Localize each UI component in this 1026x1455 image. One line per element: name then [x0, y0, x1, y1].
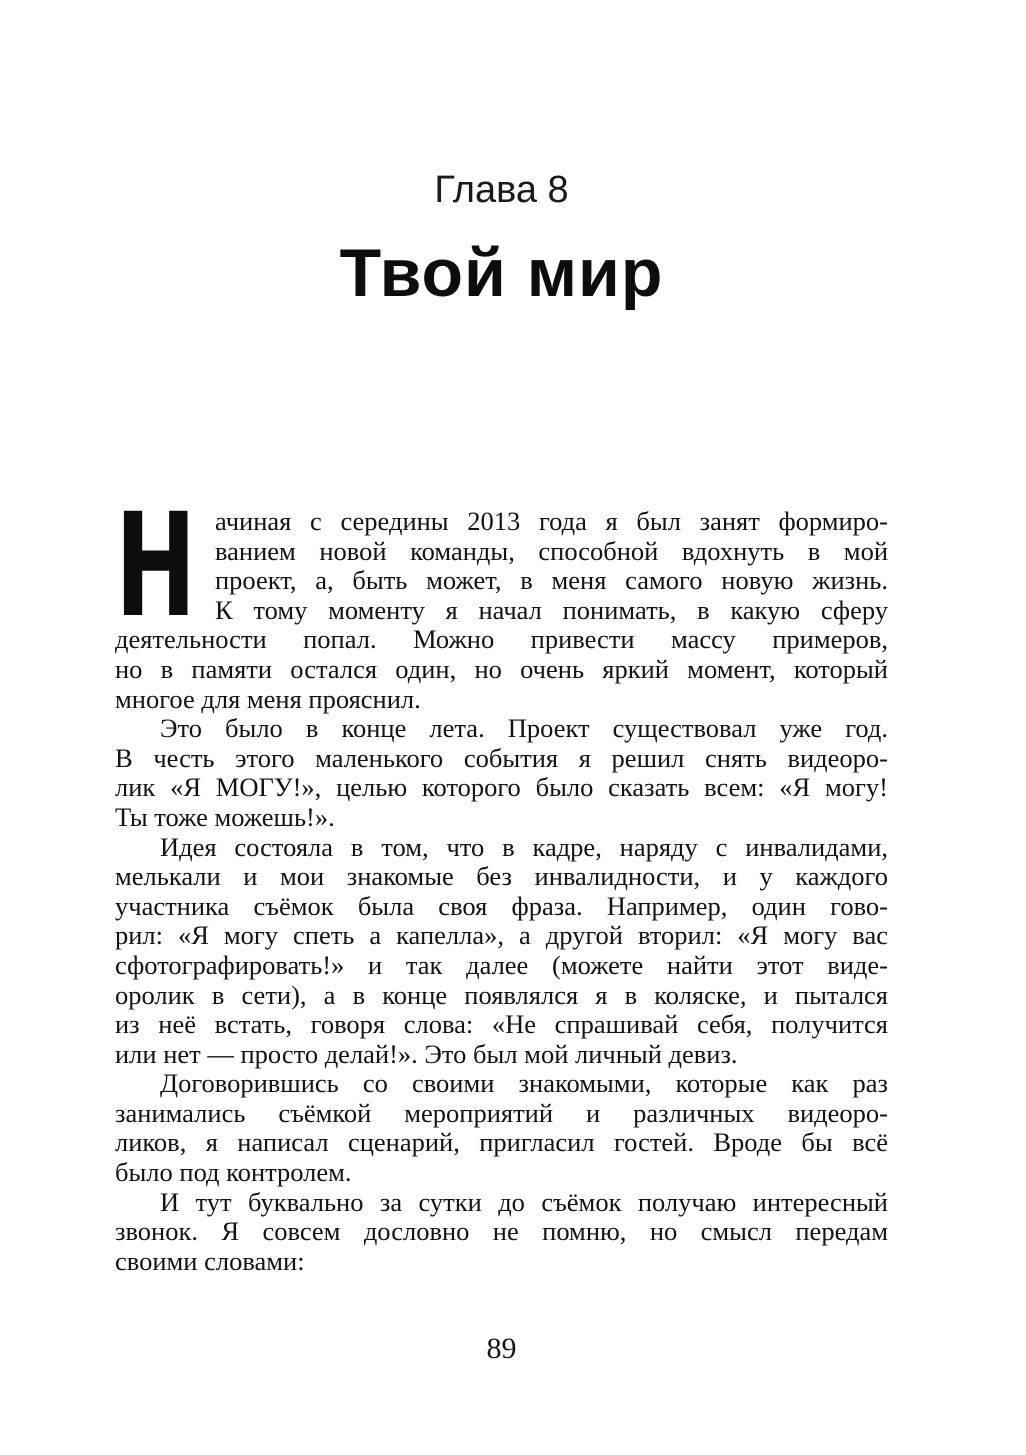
text-line: проект, а, быть может, в меня самого новую жизнь.: [215, 565, 888, 596]
text-line: многое для меня прояснил.: [115, 683, 421, 714]
text-line: участника съёмок была своя фраза. Например, один гово-: [115, 890, 888, 921]
text-line: Договорившись со своими знакомыми, которые как раз: [160, 1068, 888, 1099]
text-line: ванием новой команды, способной вдохнуть в мой: [215, 535, 888, 566]
chapter-title: Твой мир: [339, 235, 664, 311]
text-line: ликов, я написал сценарий, пригласил гостей. Вроде бы всё: [115, 1127, 888, 1158]
text-line: деятельности попал. Можно привести массу примеров,: [115, 624, 888, 655]
text-line: но в памяти остался один, но очень яркий момент, который: [115, 653, 888, 684]
text-line: В честь этого маленького события я решил снять видеоро-: [115, 742, 888, 773]
chapter-label: Глава 8: [434, 169, 569, 211]
text-line: Это было в конце лета. Проект существовал уже год.: [160, 713, 888, 744]
text-line: И тут буквально за сутки до съёмок получаю интересный: [160, 1186, 888, 1217]
text-line: рил: «Я могу спеть а капелла», а другой вторил: «Я могу вас: [115, 920, 888, 951]
text-line: сфотографировать!» и так далее (можете найти этот виде-: [115, 949, 888, 980]
text-line: лик «Я МОГУ!», целью которого было сказать всем: «Я могу!: [115, 772, 888, 803]
body-text: [115, 482, 888, 1276]
text-line: Ты тоже можешь!».: [115, 801, 335, 832]
text-line: звонок. Я совсем дословно не помню, но смысл передам: [115, 1216, 888, 1247]
text-line: своими словами:: [115, 1245, 305, 1276]
text-line: оролик в сети), а в конце появлялся я в коляске, и пытался: [115, 979, 888, 1010]
text-line: мелькали и мои знакомые без инвалидности, и у каждого: [115, 861, 888, 892]
text-line: было под контролем.: [115, 1157, 352, 1188]
text-line: занимались съёмкой мероприятий и различных видеоро-: [115, 1097, 888, 1128]
text-line: К тому моменту я начал понимать, в какую сферу: [215, 594, 888, 625]
text-line: из неё встать, говоря слова: «Не спрашивай себя, получится: [115, 1009, 888, 1040]
text-line: или нет — просто делай!». Это был мой личный девиз.: [115, 1038, 738, 1069]
text-line: ачиная с середины 2013 года я был занят формиро-: [215, 506, 888, 536]
text-line: Идея состояла в том, что в кадре, наряду с инвалидами,: [160, 831, 888, 862]
drop-cap: Н: [115, 482, 197, 649]
page-number: 89: [486, 1332, 517, 1365]
